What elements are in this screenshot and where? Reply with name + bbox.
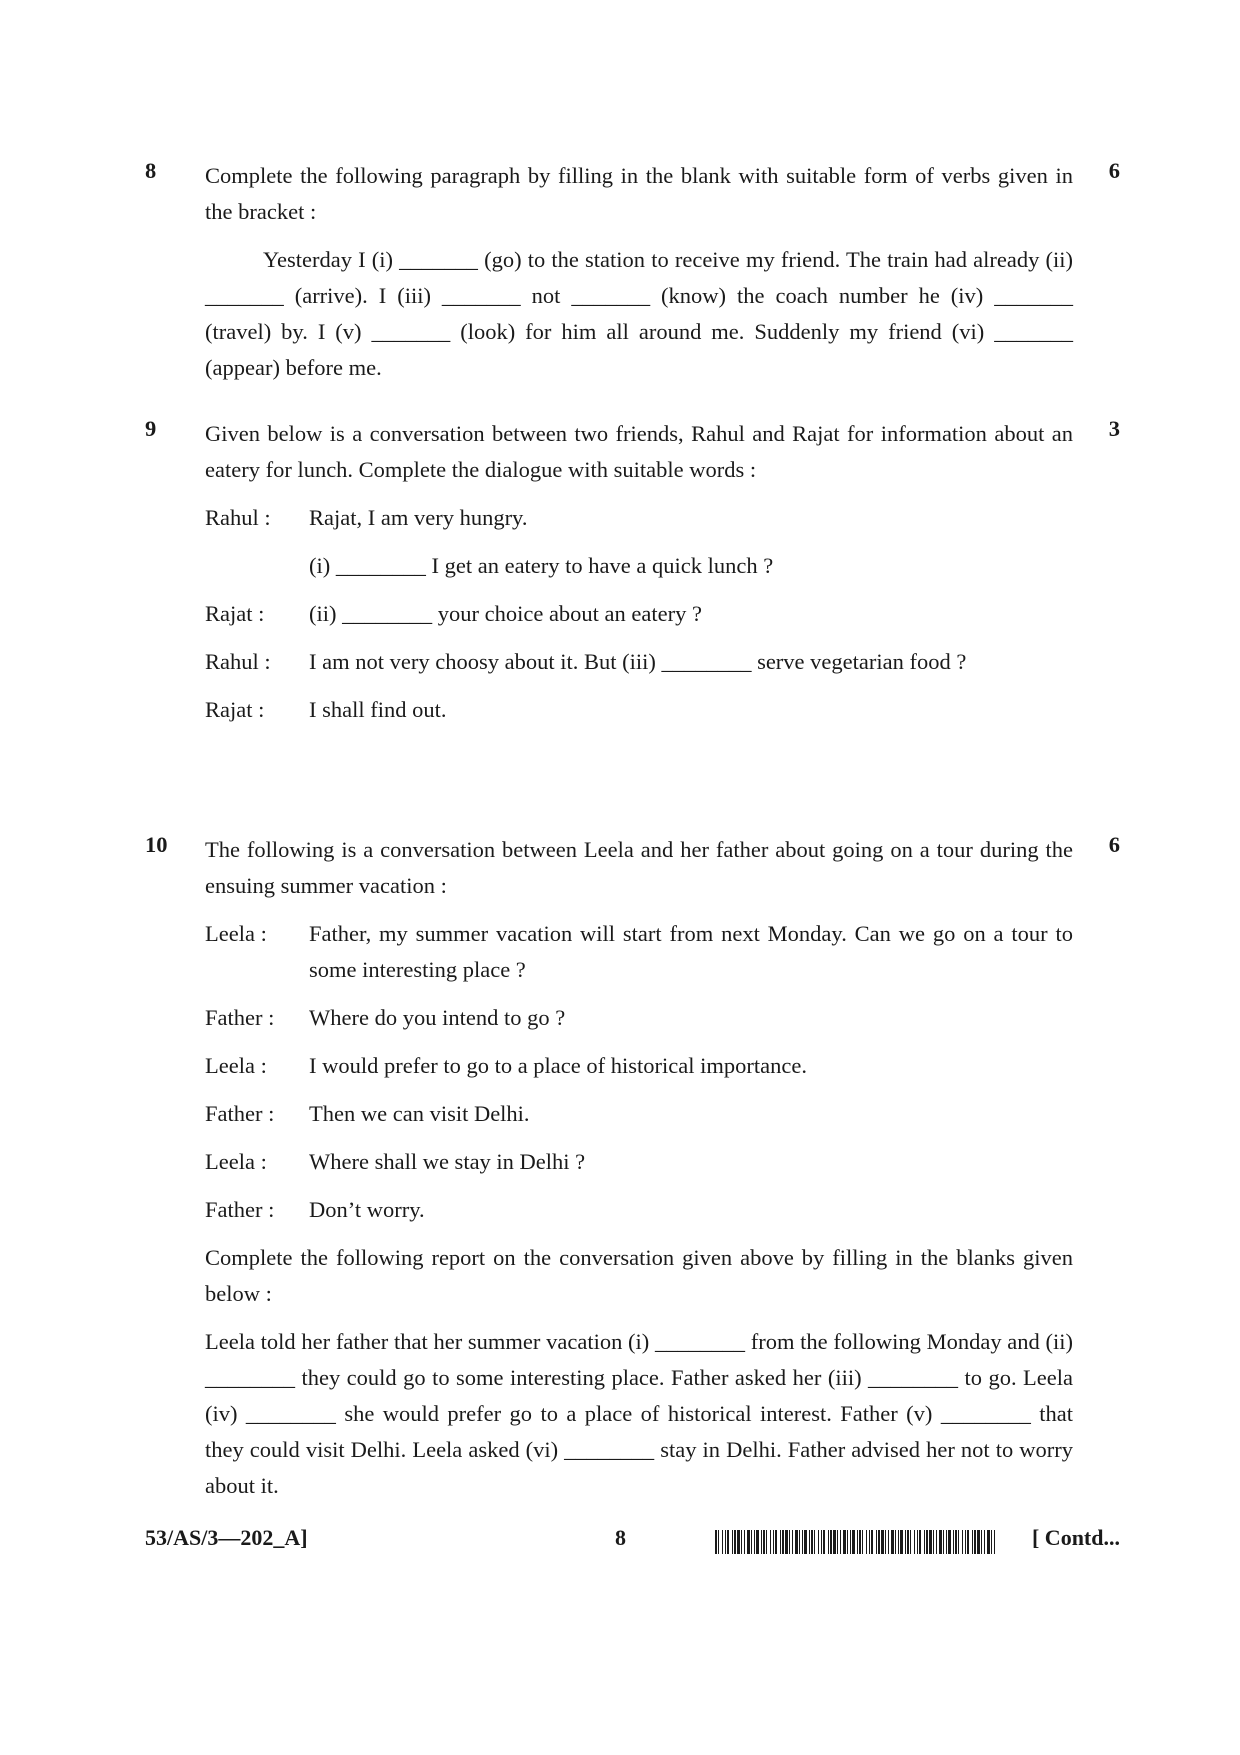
dialogue-line bbox=[205, 1192, 1073, 1228]
barcode-icon bbox=[715, 1530, 995, 1554]
paper-code: 53/AS/3—202_A] bbox=[145, 1525, 308, 1550]
speaker: Rahul : bbox=[205, 649, 271, 674]
utterance: Father, my summer vacation will start from next Monday. Can we go on a tour to some interesting place ? bbox=[309, 921, 1073, 982]
utterance: I am not very choosy about it. But (iii) ________ serve vegetarian food ? bbox=[309, 649, 967, 674]
question-marks: 6 bbox=[1108, 158, 1120, 183]
dialogue-line bbox=[205, 1048, 1073, 1084]
utterance: Don’t worry. bbox=[309, 1197, 425, 1222]
report-instruction: Complete the following report on the conversation given above by filling in the blanks given below : bbox=[205, 1245, 1073, 1306]
utterance: Rajat, I am very hungry. bbox=[309, 505, 528, 530]
speaker: Leela : bbox=[205, 921, 267, 946]
question-instruction: Complete the following paragraph by filling in the blank with suitable form of verbs given in the bracket : bbox=[205, 163, 1073, 224]
question-instruction: Given below is a conversation between two friends, Rahul and Rajat for information about an eatery for lunch. Complete the dialogue with suitable words : bbox=[205, 421, 1073, 482]
question-marks: 6 bbox=[1108, 832, 1120, 857]
dialogue-line bbox=[205, 1144, 1073, 1180]
question-8 bbox=[145, 158, 1120, 386]
page-number: 8 bbox=[615, 1525, 626, 1550]
utterance: I shall find out. bbox=[309, 697, 447, 722]
speaker: Rajat : bbox=[205, 697, 265, 722]
dialogue-line bbox=[205, 500, 1073, 536]
dialogue-line bbox=[205, 692, 1073, 728]
question-number: 9 bbox=[145, 416, 157, 441]
utterance: Then we can visit Delhi. bbox=[309, 1101, 530, 1126]
utterance: (ii) ________ your choice about an eatery ? bbox=[309, 601, 702, 626]
fill-in-passage: Yesterday I (i) _______ (go) to the station to receive my friend. The train had already (ii) _______ (arrive). I (iii) _______ not _______ (know) the coach number he (iv) _______ (travel) by. I (v) _______ (look) for him all around me. Suddenly my friend (vi) _______ (appear) before me. bbox=[205, 247, 1073, 380]
dialogue-line bbox=[205, 1000, 1073, 1036]
question-instruction: The following is a conversation between Leela and her father about going on a tour during the ensuing summer vacation : bbox=[205, 837, 1073, 898]
continued-label: [ Contd... bbox=[1031, 1525, 1120, 1550]
utterance: Where shall we stay in Delhi ? bbox=[309, 1149, 586, 1174]
speaker: Father : bbox=[205, 1197, 275, 1222]
question-number: 10 bbox=[145, 832, 168, 857]
question-marks: 3 bbox=[1108, 416, 1120, 441]
speaker: Father : bbox=[205, 1101, 275, 1126]
speaker: Leela : bbox=[205, 1053, 267, 1078]
page-footer bbox=[145, 1525, 1120, 1561]
speaker: Rahul : bbox=[205, 505, 271, 530]
speaker: Rajat : bbox=[205, 601, 265, 626]
question-10 bbox=[145, 832, 1120, 1504]
dialogue-line bbox=[205, 548, 1073, 584]
dialogue-line bbox=[205, 916, 1073, 988]
utterance: (i) ________ I get an eatery to have a quick lunch ? bbox=[309, 553, 774, 578]
speaker: Father : bbox=[205, 1005, 275, 1030]
dialogue-line bbox=[205, 644, 1073, 680]
question-number: 8 bbox=[145, 158, 157, 183]
report-passage: Leela told her father that her summer vacation (i) ________ from the following Monday and (ii) ________ they could go to some interesting place. Father asked her (iii) ________ to go. Leela (iv) ________ she would prefer go to a place of historical interest. Father (v) ________ that they could visit Delhi. Leela asked (vi) ________ stay in Delhi. Father advised her not to worry about it. bbox=[205, 1329, 1073, 1498]
dialogue-line bbox=[205, 1096, 1073, 1132]
utterance: Where do you intend to go ? bbox=[309, 1005, 566, 1030]
dialogue-line bbox=[205, 596, 1073, 632]
question-9 bbox=[145, 416, 1120, 728]
speaker: Leela : bbox=[205, 1149, 267, 1174]
utterance: I would prefer to go to a place of historical importance. bbox=[309, 1053, 807, 1078]
speaker bbox=[205, 548, 309, 584]
